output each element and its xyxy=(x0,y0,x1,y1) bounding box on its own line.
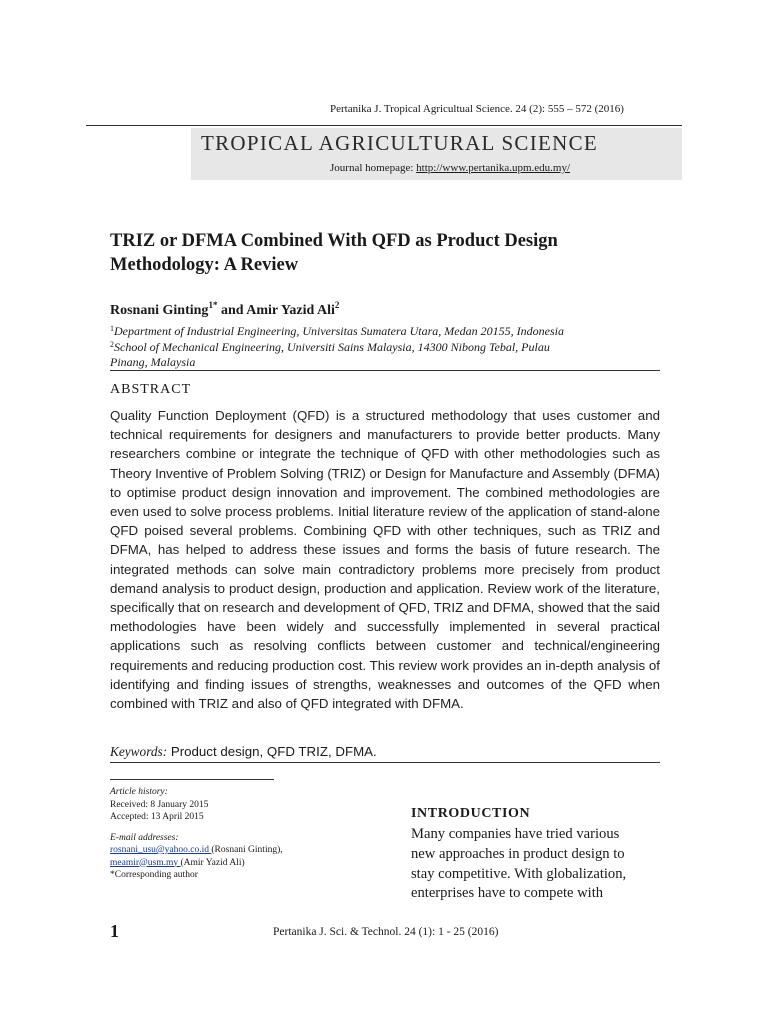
affiliation-text: School of Mechanical Engineering, Universiti Sains Malaysia, 14300 Nibong Tebal, Pulau xyxy=(114,340,550,354)
section-rule xyxy=(110,370,660,371)
journal-homepage xyxy=(330,162,570,174)
article-history-label: Article history: xyxy=(110,787,168,797)
email-owner: (Rosnani Ginting), xyxy=(211,845,283,855)
author-list xyxy=(110,300,339,319)
affiliation-text: Department of Industrial Engineering, Universitas Sumatera Utara, Medan 20155, Indonesia xyxy=(114,324,564,338)
author-name: Amir Yazid Ali xyxy=(246,303,335,318)
introduction-heading: INTRODUCTION xyxy=(411,806,531,821)
header-citation: Pertanika J. Tropical Agricultual Science. 24 (2): 555 – 572 (2016) xyxy=(330,103,624,115)
journal-banner xyxy=(191,128,682,180)
homepage-link[interactable]: http://www.pertanika.upm.edu.my/ xyxy=(416,162,571,174)
email-entry-1 xyxy=(110,844,400,857)
introduction-body xyxy=(411,825,676,904)
introduction-line: new approaches in product design to xyxy=(411,845,625,862)
email-owner: (Amir Yazid Ali) xyxy=(180,857,245,868)
corresponding-author-note: *Corresponding author xyxy=(110,870,198,880)
keywords-label: Keywords: xyxy=(110,744,168,759)
article-footnotes xyxy=(110,786,400,882)
received-date: Received: 8 January 2015 xyxy=(110,799,209,810)
homepage-label: Journal homepage: xyxy=(330,162,417,174)
email-entry-2 xyxy=(110,857,400,870)
paper-title-line-1: TRIZ or DFMA Combined With QFD as Product Design xyxy=(110,231,558,251)
keywords xyxy=(110,744,377,760)
affiliation-text: Pinang, Malaysia xyxy=(110,355,196,369)
email-label: E-mail addresses: xyxy=(110,832,179,843)
abstract-heading: ABSTRACT xyxy=(110,382,192,397)
footnote-rule xyxy=(110,779,274,780)
email-link[interactable]: rosnani_usu@yahoo.co.id xyxy=(110,845,212,855)
paper-title xyxy=(110,229,670,277)
keywords-rule xyxy=(110,762,660,763)
author-affiliation-marker: 2 xyxy=(334,300,340,310)
affiliation-2 xyxy=(110,337,650,370)
paper-title-line-2: Methodology: A Review xyxy=(110,255,299,275)
accepted-date: Accepted: 13 April 2015 xyxy=(110,812,204,822)
footer-citation: Pertanika J. Sci. & Technol. 24 (1): 1 - 25 (2016) xyxy=(273,926,499,938)
introduction-line: enterprises have to compete with xyxy=(411,885,604,902)
introduction-line: Many companies have tried various xyxy=(411,826,620,842)
abstract-body: Quality Function Deployment (QFD) is a structured methodology that uses customer and technical requirements for designers and manufacturers to provide better products. Many researchers combine or integrate the technique of QFD with other methodologies such as Theory Inventive of Problem Solving (TRIZ) or Design for Manufacture and Assembly (DFMA) to optimise product design innovation and improvement. The combined methodologies are even used to solve process problems. Initial literature review of the application of stand-alone QFD poised several problems. Combining QFD with other techniques, such as TRIZ and DFMA, has helped to address these issues and forms the basis of future research. The integrated methods can solve main contradictory problems more precisely from product demand analysis to product design, production and application. Review work of the literature, specifically that on research and development of QFD, TRIZ and DFMA, showed that the said methodologies have been widely and successfully implemented in several practical applications such as resolving conflicts between customer and technical/engineering requirements and reducing production cost. This review work provides an in-depth analysis of identifying and finding issues of strengths, weaknesses and outcomes of the QFD when combined with TRIZ and also of QFD integrated with DFMA. xyxy=(110,408,660,712)
author-affiliation-marker: 1* xyxy=(208,300,218,310)
email-link[interactable]: meamir@usm.my xyxy=(110,857,181,868)
affiliation-marker: 1 xyxy=(110,324,114,333)
keywords-list: Product design, QFD TRIZ, DFMA. xyxy=(167,744,377,759)
author-name: Rosnani Ginting xyxy=(110,303,209,318)
page-number: 1 xyxy=(110,921,119,941)
journal-title: TROPICAL AGRICULTURAL SCIENCE xyxy=(201,131,599,155)
affiliation-marker: 2 xyxy=(110,340,114,349)
introduction-line: stay competitive. With globalization, xyxy=(411,865,627,882)
author-conjunction: and xyxy=(217,303,247,318)
header-rule xyxy=(86,125,682,126)
